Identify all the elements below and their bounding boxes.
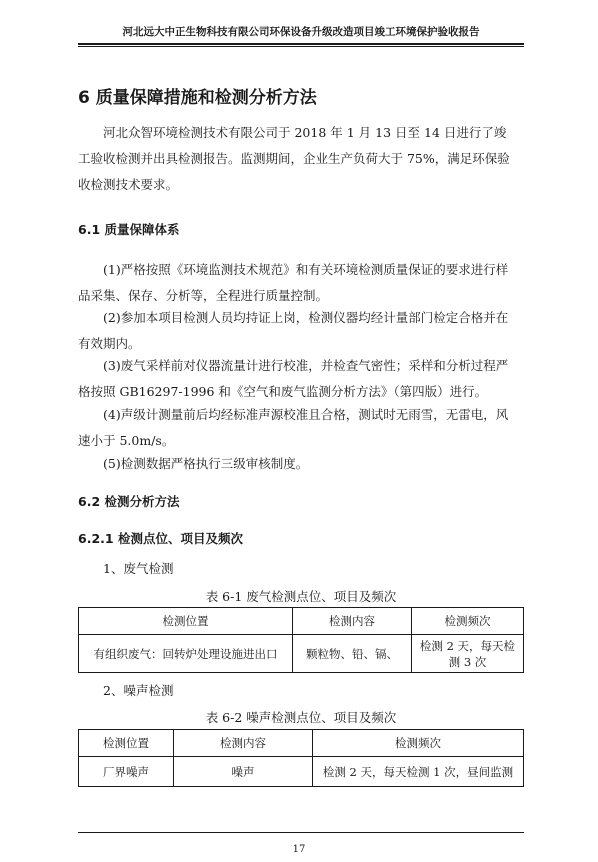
quality-item-1: (1)严格按照《环境监测技术规范》和有关环境检测质量保证的要求进行样品采集、保存、分析等，全程进行质量控制。: [78, 262, 509, 303]
cell-location: 厂界噪声: [79, 757, 174, 787]
header-cell-content: 检测内容: [293, 608, 412, 635]
cell-frequency: 检测 2 天，每天检测 1 次，昼间监测: [313, 757, 524, 787]
header-cell-content: 检测内容: [174, 730, 313, 757]
section-6-1-title: 6.1 质量保障体系: [78, 222, 180, 237]
cell-location: 有组织废气：回转炉处理设施进出口: [79, 635, 293, 673]
noise-detection-table: [78, 729, 524, 787]
table-header-row: [79, 730, 524, 757]
footer-rule: [78, 832, 524, 833]
quality-item-2: (2)参加本项目检测人员均持证上岗，检测仪器均经计量部门检定合格并在有效期内。: [78, 310, 509, 351]
header-cell-frequency: 检测频次: [313, 730, 524, 757]
page-header: 河北远大中正生物科技有限公司环保设备升级改造项目竣工环境保护验收报告: [122, 26, 480, 38]
cell-content: 颗粒物、铅、镉、: [293, 635, 412, 673]
table-6-2-caption: 表 6-2 噪声检测点位、项目及频次: [205, 710, 397, 725]
gas-detection-table: [78, 607, 524, 673]
section-6-2-title: 6.2 检测分析方法: [78, 494, 180, 509]
table-header-row: [79, 608, 524, 635]
quality-item-3: (3)废气采样前对仪器流量计进行校准，并检查气密性；采样和分析过程严格按照 GB16297-1996 和《空气和废气监测分析方法》（第四版）进行。: [78, 358, 509, 399]
cell-content: 噪声: [174, 757, 313, 787]
table-row: [79, 757, 524, 787]
table-row: [79, 635, 524, 673]
quality-item-5: (5)检测数据严格执行三级审核制度。: [103, 456, 309, 471]
section-6-title: 6 质量保障措施和检测分析方法: [78, 88, 317, 108]
noise-detection-label: 2、噪声检测: [103, 683, 174, 698]
section-6-2-1-title: 6.2.1 检测点位、项目及频次: [78, 531, 243, 546]
header-cell-location: 检测位置: [79, 730, 174, 757]
quality-item-4: (4)声级计测量前后均经标准声源校准且合格，测试时无雨雪，无雷电，风速小于 5.0m/s。: [78, 407, 509, 448]
table-6-1-caption: 表 6-1 废气检测点位、项目及频次: [205, 589, 397, 604]
header-rule-thin: [78, 46, 524, 47]
page-number: 17: [292, 844, 306, 855]
header-rule: [78, 43, 524, 45]
header-cell-frequency: 检测频次: [412, 608, 524, 635]
gas-detection-label: 1、废气检测: [103, 561, 174, 576]
header-cell-location: 检测位置: [79, 608, 293, 635]
cell-frequency: 检测 2 天，每天检测 3 次: [412, 635, 524, 673]
section-6-intro: 河北众智环境检测技术有限公司于 2018 年 1 月 13 日至 14 日进行了竣工验收检测并出具检测报告。监测期间，企业生产负荷大于 75%，满足环保验收检测技术要求。: [78, 125, 510, 192]
